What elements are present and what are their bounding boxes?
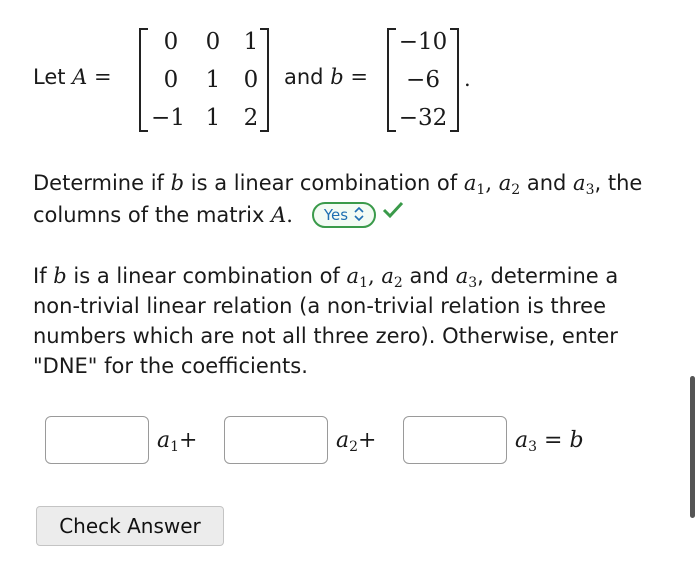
coefficient-input-1[interactable]: [45, 416, 149, 464]
intro-A: A: [72, 65, 88, 89]
q2-sub2: 2: [393, 275, 403, 291]
q1-text-columns: columns of the matrix: [33, 203, 265, 227]
chevron-up-down-icon: [354, 207, 364, 224]
vector-cell: −6: [406, 67, 440, 93]
q2-text-lincomb: is a linear combination of: [73, 264, 340, 288]
intro-and-b: [284, 62, 368, 92]
matrix-right-bracket: [260, 28, 269, 132]
term-a1: [157, 426, 197, 456]
matrix-cell: −1: [151, 105, 185, 131]
intro-equals-2: =: [350, 65, 368, 89]
answer-select-value: Yes: [323, 206, 349, 224]
check-answer-button[interactable]: Check Answer: [36, 506, 224, 546]
term-equals: =: [544, 428, 563, 453]
matrix-cell: 0: [243, 67, 259, 93]
q2-a3: a: [455, 264, 469, 288]
q2-and: and: [409, 264, 450, 288]
term-a3: [515, 426, 584, 456]
checkmark-icon: [381, 200, 405, 220]
term-a3-var: a: [515, 428, 529, 453]
term-a1-plus: +: [179, 428, 198, 453]
q2-b: b: [53, 264, 67, 288]
q2-line2: non-trivial linear relation (a non-trivial relation is three: [33, 294, 606, 318]
q1-b: b: [170, 171, 185, 195]
intro-let: Let: [33, 65, 66, 89]
q1-text-lincomb: is a linear combination of: [190, 171, 458, 195]
q2-a2: a: [381, 264, 394, 288]
coefficient-input-2[interactable]: [224, 416, 328, 464]
q1-a1: a: [463, 171, 477, 195]
q1-line2: [33, 200, 293, 230]
q2-line4: "DNE" for the coefficients.: [33, 354, 308, 378]
term-a3-sub: 3: [528, 439, 538, 455]
coefficient-input-3[interactable]: [403, 416, 507, 464]
q1-a3: a: [573, 171, 586, 195]
intro-period: .: [464, 67, 471, 91]
q2-a1: a: [346, 264, 360, 288]
q1-and: and: [526, 171, 567, 195]
intro-line: [33, 62, 112, 92]
vector-cell: −10: [398, 29, 448, 55]
scrollbar-thumb[interactable]: [690, 376, 695, 518]
q1-sub2: 2: [511, 182, 521, 198]
q2-sub3: 3: [468, 275, 478, 291]
intro-b: b: [330, 65, 344, 89]
term-a2-var: a: [336, 428, 350, 453]
vector-b: [387, 28, 459, 132]
term-a2: [336, 426, 376, 456]
q1-line1: [33, 168, 642, 198]
q1-comma: ,: [485, 171, 493, 195]
term-a2-plus: +: [358, 428, 377, 453]
matrix-cell: 0: [163, 67, 179, 93]
q2-determine: , determine a: [477, 264, 619, 288]
q2-comma: ,: [367, 264, 375, 288]
q2-sub1: 1: [359, 275, 368, 291]
q1-text-determine: Determine if: [33, 171, 164, 195]
q1-the: , the: [594, 171, 643, 195]
answer-select[interactable]: [312, 202, 376, 228]
q1-sub1: 1: [476, 182, 486, 198]
vector-cell: −32: [398, 105, 448, 131]
matrix-A: [139, 28, 269, 132]
term-a1-sub: 1: [170, 439, 180, 455]
intro-and: and: [284, 65, 324, 89]
q2-if: If: [33, 264, 47, 288]
q1-sub3: 3: [585, 182, 595, 198]
q1-dot: .: [286, 203, 293, 227]
matrix-cell: 1: [205, 105, 221, 131]
matrix-cell: 0: [163, 29, 179, 55]
matrix-cell: 1: [205, 67, 221, 93]
matrix-cell: 1: [243, 29, 259, 55]
matrix-cell: 2: [243, 105, 259, 131]
term-a1-var: a: [157, 428, 171, 453]
q2-line3: numbers which are not all three zero). Otherwise, enter: [33, 324, 618, 348]
q2-line1: [33, 261, 618, 291]
intro-equals: =: [94, 65, 112, 89]
term-b: b: [569, 428, 584, 453]
q1-A: A: [271, 203, 287, 227]
term-a2-sub: 2: [349, 439, 359, 455]
matrix-cell: 0: [205, 29, 221, 55]
q1-a2: a: [498, 171, 512, 195]
